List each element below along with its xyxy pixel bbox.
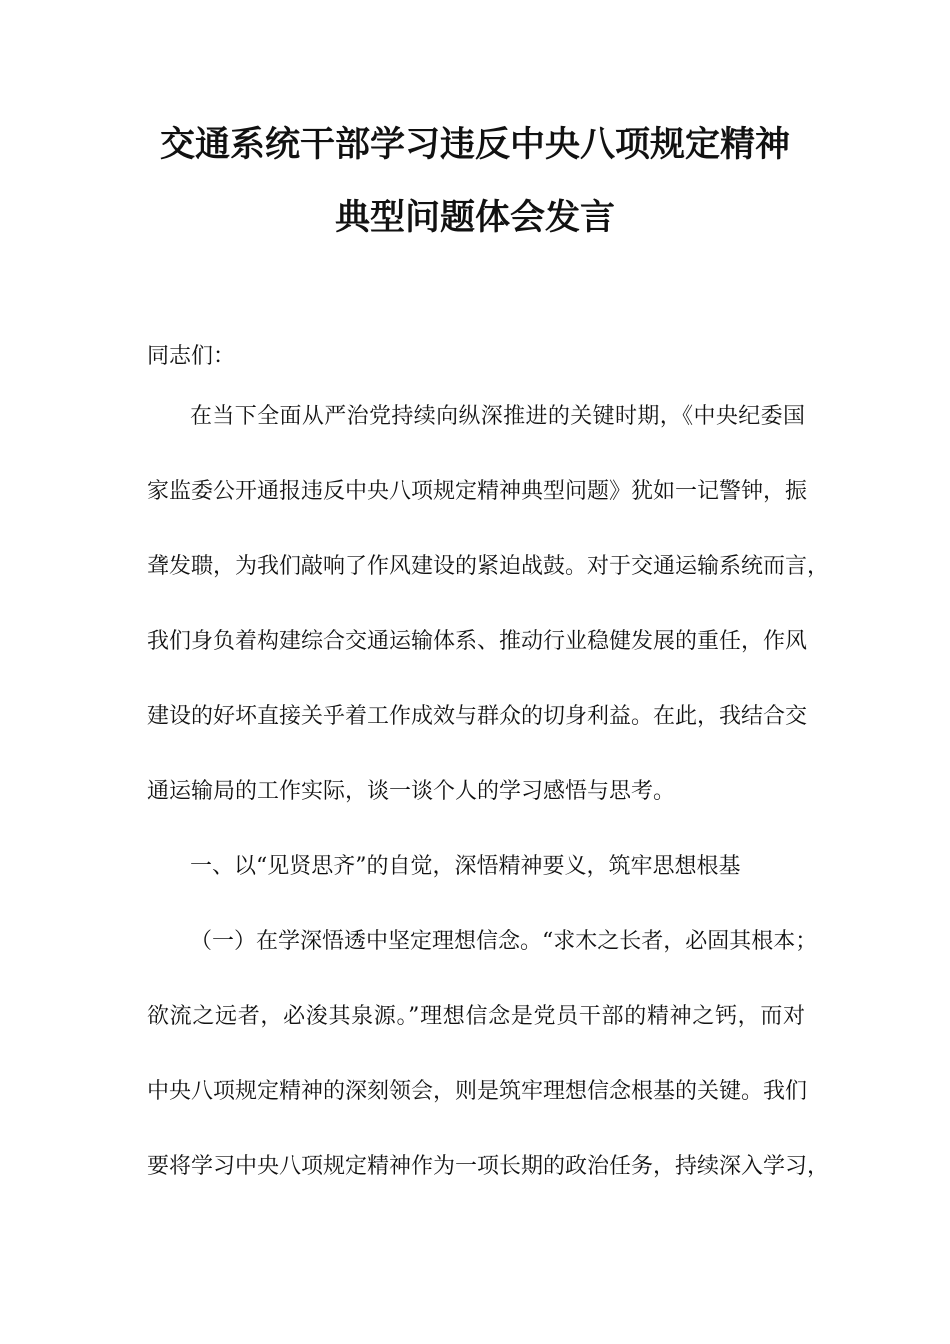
paragraph-line: 中央八项规定精神的深刻领会，则是筑牢理想信念根基的关键。我们 [147, 1079, 808, 1104]
paragraph-line: 欲流之远者，必浚其泉源。”理想信念是党员干部的精神之钙，而对 [147, 1004, 805, 1029]
subsection-line: （一）在学深悟透中坚定理想信念。“求木之长者，必固其根本； [190, 929, 818, 954]
paragraph-line: 通运输局的工作实际，谈一谈个人的学习感悟与思考。 [147, 779, 676, 804]
paragraph-line: 家监委公开通报违反中央八项规定精神典型问题》犹如一记警钟，振 [147, 479, 808, 504]
greeting: 同志们： [147, 344, 236, 369]
section-heading: 一、以“见贤思齐”的自觉，深悟精神要义，筑牢思想根基 [190, 854, 741, 879]
paragraph-line: 聋发聩，为我们敲响了作风建设的紧迫战鼓。对于交通运输系统而言， [147, 554, 830, 579]
paragraph-line: 要将学习中央八项规定精神作为一项长期的政治任务，持续深入学习， [147, 1154, 830, 1179]
document-title-line-1: 交通系统干部学习违反中央八项规定精神 [159, 124, 790, 165]
paragraph-line: 在当下全面从严治党持续向纵深推进的关键时期，《中央纪委国 [190, 404, 805, 429]
paragraph-line: 我们身负着构建综合交通运输体系、推动行业稳健发展的重任，作风 [147, 629, 808, 654]
document-title-line-2: 典型问题体会发言 [334, 197, 615, 238]
paragraph-line: 建设的好坏直接关乎着工作成效与群众的切身利益。在此，我结合交 [147, 704, 808, 729]
